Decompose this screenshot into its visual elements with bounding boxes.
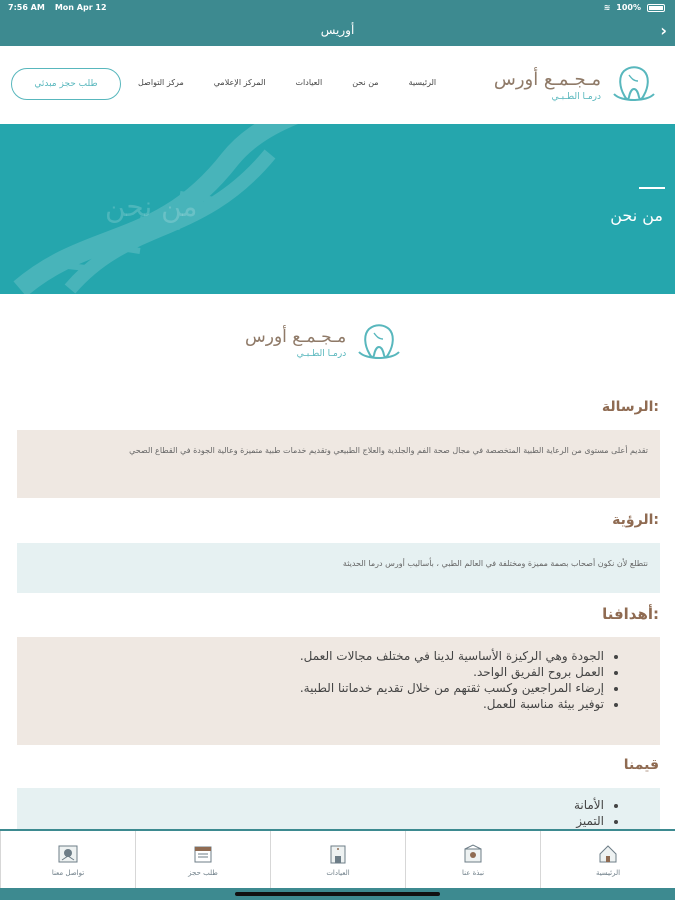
goals-box [17, 637, 660, 745]
wifi-icon: ≋ [603, 3, 611, 12]
hero-banner [0, 124, 675, 294]
calendar-icon [192, 843, 214, 865]
site-nav-links [138, 78, 436, 87]
mission-text: تقديم أعلى مستوى من الرعاية الطبية المتخصصة في مجال صحة الفم والجلدية والعلاج الطبيعي وتقديم خدمات طبية متميزة وعالية الجودة في القطاع الصحي [129, 446, 648, 455]
bottom-tab-bar [0, 829, 675, 888]
tab-about[interactable] [405, 831, 540, 888]
hero-background-text: من نحن [105, 190, 198, 223]
tab-home[interactable] [540, 831, 675, 888]
logo-sub-text: درمـا الطـبـي [551, 91, 601, 102]
vision-text: نتطلع لأن نكون أصحاب بصمة مميزة ومختلفة في العالم الطبي ، بأساليب أورس درما الحديثة [342, 559, 648, 568]
goal-item: • إرضاء المراجعين وكسب ثقتهم من خلال تقديم خدماتنا الطبية. [300, 681, 604, 695]
mission-title: الرسالة: [601, 399, 659, 415]
content-logo-main: مـجـمـع أورس [245, 327, 347, 347]
site-logo[interactable] [494, 64, 657, 106]
contact-icon [57, 843, 79, 865]
tab-label: تواصل معنا [51, 868, 85, 877]
mission-box [17, 430, 660, 498]
goals-title: أهدافنا: [602, 605, 659, 623]
values-title: قيمنا [623, 757, 659, 773]
tab-booking[interactable] [135, 831, 270, 888]
hero-divider [639, 187, 665, 189]
logo-main-text: مـجـمـع أورس [493, 68, 601, 90]
goal-item: • الجودة وهي الركيزة الأساسية لدينا في مختلف مجالات العمل. [300, 649, 604, 663]
page-title: من نحن [610, 206, 663, 225]
status-time: 7:56 AM [8, 3, 45, 12]
battery-percent: 100% [616, 3, 641, 12]
tab-label: الرئيسية [595, 868, 621, 877]
site-header [0, 46, 675, 124]
app-nav-bar [0, 16, 675, 46]
clinic-icon [327, 843, 349, 865]
about-icon [462, 843, 484, 865]
back-chevron-icon[interactable]: › [660, 21, 667, 40]
content-logo-sub: درمـا الطـبـي [296, 349, 347, 359]
goal-item: • توفير بيئة مناسبة للعمل. [300, 697, 604, 711]
goals-list [300, 649, 604, 713]
status-bar [0, 0, 675, 16]
vision-box [17, 543, 660, 593]
tooth-logo-icon [356, 322, 402, 364]
vision-title: الرؤية: [612, 512, 659, 528]
nav-link-home[interactable]: الرئيسية [408, 78, 437, 87]
value-item: • التميز [574, 814, 604, 828]
tab-label: نبذة عنا [461, 868, 485, 877]
values-list [574, 798, 604, 829]
content-logo [245, 322, 402, 364]
goal-item: • العمل بروح الفريق الواحد. [300, 665, 604, 679]
tooth-logo-icon [611, 64, 657, 106]
nav-link-media[interactable]: المركز الإعلامي [213, 78, 266, 87]
tab-label: طلب حجز [188, 868, 218, 877]
tab-label: العيادات [326, 868, 350, 877]
nav-link-contact[interactable]: مركز التواصل [138, 78, 184, 87]
battery-icon [647, 4, 665, 12]
home-indicator[interactable] [235, 892, 440, 896]
nav-link-clinics[interactable]: العيادات [295, 78, 323, 87]
nav-link-about[interactable]: من نحن [352, 78, 379, 87]
status-date: Mon Apr 12 [54, 3, 107, 12]
value-item: • الأمانة [574, 798, 604, 812]
tab-clinics[interactable] [270, 831, 405, 888]
tab-contact[interactable] [0, 831, 135, 888]
book-appointment-button[interactable]: طلب حجز مبدئي [11, 68, 121, 100]
home-icon [597, 843, 619, 865]
nav-title: أوريس [320, 23, 355, 37]
values-box [17, 788, 660, 829]
